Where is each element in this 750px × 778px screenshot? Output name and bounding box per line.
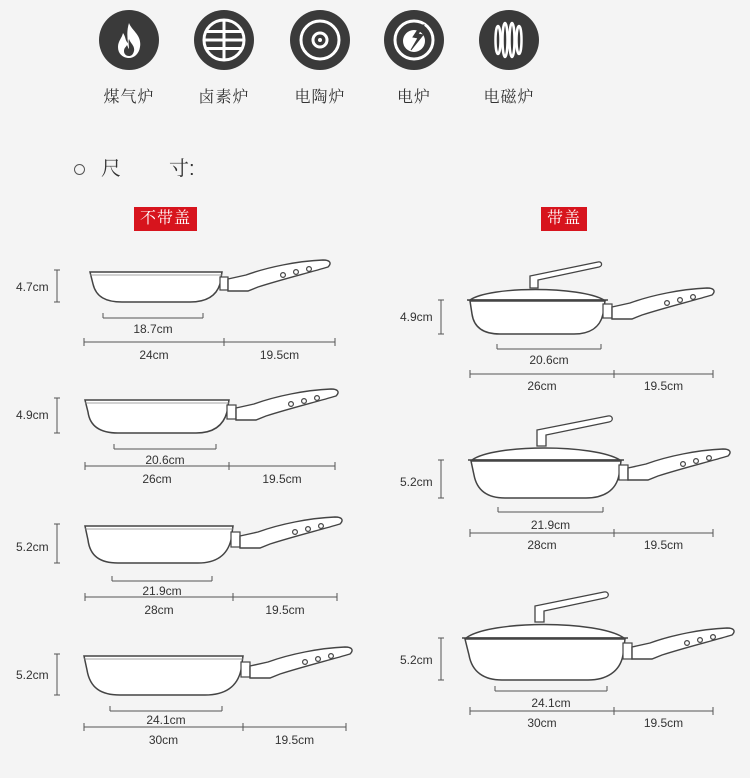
bottom-diameter-label: 24.1cm	[146, 713, 186, 727]
handle-length-label: 19.5cm	[643, 379, 684, 393]
pan-28cm-no-lid	[85, 517, 342, 563]
height-label: 5.2cm	[16, 668, 49, 682]
height-label: 4.9cm	[16, 408, 49, 422]
handle-length-label: 19.5cm	[643, 538, 684, 552]
bottom-diameter-label: 20.6cm	[145, 453, 185, 467]
handle-length-label: 19.5cm	[259, 348, 300, 362]
bottom-diameter-label: 24.1cm	[531, 696, 571, 710]
pan-26cm-no-lid	[85, 389, 338, 433]
height-label: 4.9cm	[400, 310, 433, 324]
with-lid-badge: 带盖	[541, 207, 587, 231]
pan-30cm-no-lid	[84, 647, 352, 695]
diameter-label: 24cm	[139, 348, 169, 362]
stove-label: 电陶炉	[294, 89, 346, 106]
bottom-diameter-label: 21.9cm	[530, 518, 571, 532]
pan-24cm-no-lid	[90, 260, 330, 302]
no-lid-badge: 不带盖	[134, 207, 197, 231]
size-title-part1: 尺	[101, 158, 121, 180]
bottom-diameter-label: 20.6cm	[529, 353, 569, 367]
pan-30cm-with-lid	[462, 592, 734, 680]
height-label: 5.2cm	[16, 540, 49, 554]
diameter-label: 28cm	[144, 603, 174, 617]
stove-label: 电炉	[396, 89, 431, 106]
handle-length-label: 19.5cm	[274, 733, 315, 747]
diameter-label: 28cm	[527, 538, 557, 552]
pan-26cm-with-lid	[467, 262, 714, 334]
height-label: 5.2cm	[400, 475, 433, 489]
diameter-label: 30cm	[148, 733, 179, 747]
height-label: 5.2cm	[400, 653, 433, 667]
stove-label: 电磁炉	[483, 89, 535, 106]
height-label: 4.7cm	[16, 280, 49, 294]
pan-28cm-with-lid	[468, 416, 730, 498]
handle-length-label: 19.5cm	[262, 472, 302, 486]
stove-label: 卤素炉	[198, 89, 250, 106]
size-title-part2: 寸:	[169, 158, 195, 180]
stove-label: 煤气炉	[103, 89, 155, 106]
bottom-diameter-label: 18.7cm	[133, 322, 173, 336]
handle-length-label: 19.5cm	[265, 603, 305, 617]
handle-length-label: 19.5cm	[643, 716, 684, 730]
diameter-label: 30cm	[527, 716, 557, 730]
diameter-label: 26cm	[527, 379, 557, 393]
diameter-label: 26cm	[142, 472, 172, 486]
bottom-diameter-label: 21.9cm	[142, 584, 182, 598]
